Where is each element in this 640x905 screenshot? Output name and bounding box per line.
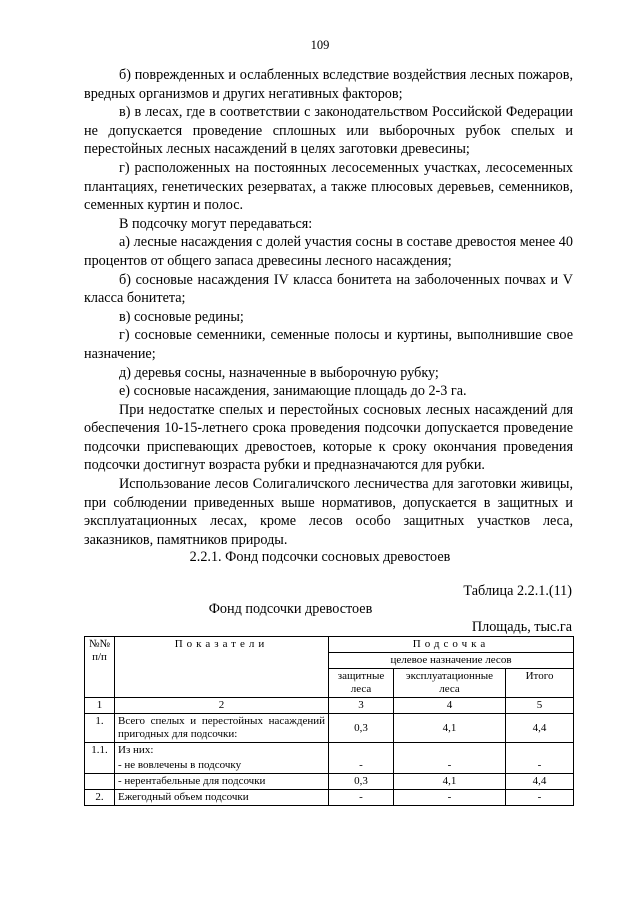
row-num: 1.: [85, 714, 115, 743]
header-indicators: Показатели: [115, 637, 329, 698]
header-protective: защитные леса: [329, 669, 394, 698]
column-number: 2: [115, 698, 329, 714]
row-label: Ежегодный объем подсочки: [115, 790, 329, 806]
row-num: [85, 774, 115, 790]
header-tapping: Подсочка: [329, 637, 574, 653]
table-row: [85, 714, 574, 743]
row-operational: 4,1: [394, 774, 506, 790]
header-purpose: целевое назначение лесов: [329, 653, 574, 669]
column-number-row: [85, 698, 574, 714]
row-operational: -: [394, 758, 506, 774]
table-number: Таблица 2.2.1.(11): [463, 583, 572, 599]
row-protective: 0,3: [329, 774, 394, 790]
paragraph: г) сосновые семенники, семенные полосы и куртины, выполнившие свое назначение;: [84, 327, 573, 362]
table-units: Площадь, тыс.га: [471, 619, 572, 635]
header-num: №№ п/п: [85, 637, 115, 698]
row-operational: [394, 743, 506, 759]
column-number: 3: [329, 698, 394, 714]
row-operational: 4,1: [394, 714, 506, 743]
row-label: - не вовлечены в подсочку: [115, 758, 329, 774]
table-row: [85, 790, 574, 806]
paragraph: В подсочку могут передаваться:: [119, 215, 313, 232]
table-title: Фонд подсочки древостоев: [208, 601, 373, 617]
column-number: 5: [506, 698, 574, 714]
paragraph: е) сосновые насаждения, занимающие площадь до 2-3 га.: [119, 383, 467, 400]
table-header-row: [85, 637, 574, 653]
row-label: Всего спелых и перестойных насаждений пригодных для подсочки:: [115, 714, 329, 743]
row-total: 4,4: [506, 714, 574, 743]
row-label: Из них:: [115, 743, 329, 759]
table-row: [85, 743, 574, 759]
paragraph: д) деревья сосны, назначенные в выборочную рубку;: [119, 364, 439, 381]
tapping-fund-table: [84, 636, 574, 806]
table-row: [85, 758, 574, 774]
row-operational: -: [394, 790, 506, 806]
row-num: [85, 758, 115, 774]
row-protective: -: [329, 758, 394, 774]
paragraph: в) сосновые редины;: [119, 308, 244, 325]
section-title: 2.2.1. Фонд подсочки сосновых древостоев: [189, 549, 451, 565]
row-protective: -: [329, 790, 394, 806]
row-label: - нерентабельные для подсочки: [115, 774, 329, 790]
row-total: -: [506, 758, 574, 774]
paragraph: б) сосновые насаждения IV класса бонитета на заболоченных почвах и V класса бонитета;: [84, 271, 573, 307]
row-num: 2.: [85, 790, 115, 806]
paragraph: а) лесные насаждения с долей участия сосны в составе древостоя менее 40 процентов от общего запаса древесины лесного насаждения;: [84, 234, 573, 269]
row-protective: 0,3: [329, 714, 394, 743]
row-num: 1.1.: [85, 743, 115, 759]
page-number: 109: [310, 38, 330, 52]
body-text: [84, 66, 573, 549]
header-total: Итого: [506, 669, 574, 698]
row-total: -: [506, 790, 574, 806]
paragraph: г) расположенных на постоянных лесосеменных участках, лесосеменных плантациях, генетических резерватах, а также плюсовых деревьев, семенников, семенных куртин и полос.: [84, 159, 573, 214]
row-total: [506, 743, 574, 759]
paragraph: в) в лесах, где в соответствии с законодательством Российской Федерации не допускается проведение сплошных или выборочных рубок спелых и перестойных лесных насаждений в целях заготовки древесины;: [84, 104, 573, 158]
row-protective: [329, 743, 394, 759]
header-operational: эксплуатационные леса: [394, 669, 506, 698]
column-number: 4: [394, 698, 506, 714]
paragraph: б) поврежденных и ослабленных вследствие воздействия лесных пожаров, вредных организмов и других негативных факторов;: [84, 67, 573, 102]
table-row: [85, 774, 574, 790]
column-number: 1: [85, 698, 115, 714]
paragraph: При недостатке спелых и перестойных сосновых лесных насаждений для обеспечения 10-15-летнего срока проведения подсочки допускается проведение подсочки приспевающих древостоев, которые к сроку окончания проведения подсочки достигнут возраста рубки и предназначаются для рубки.: [84, 401, 573, 474]
paragraph: Использование лесов Солигаличского лесничества для заготовки живицы, при соблюдении приведенных выше нормативов, допускается в защитных и эксплуатационных лесах, кроме лесов особо защитных участков леса, заказников, памятников природы.: [84, 476, 573, 548]
row-total: 4,4: [506, 774, 574, 790]
